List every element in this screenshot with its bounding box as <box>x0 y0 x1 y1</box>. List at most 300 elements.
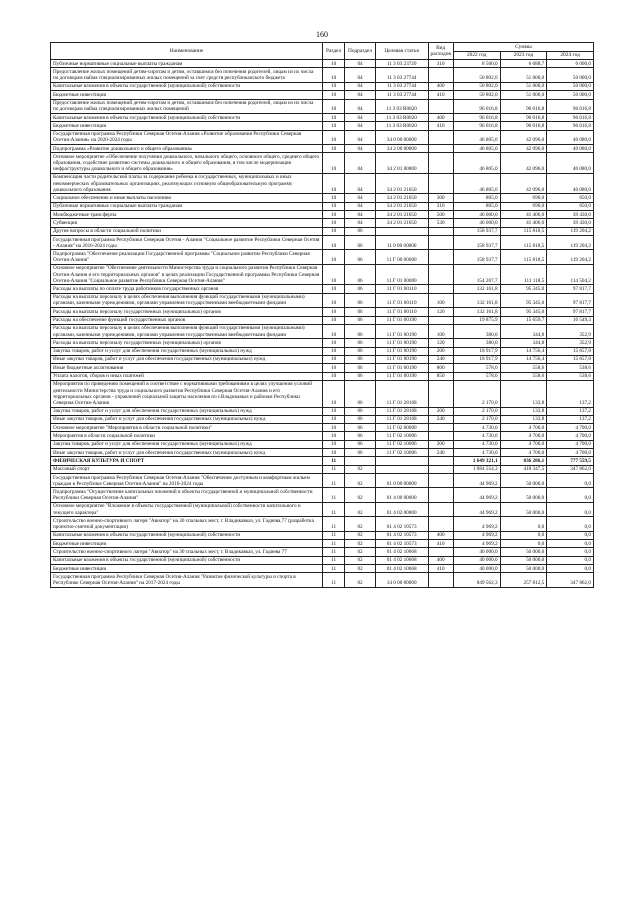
cell-year-3: 97 817,7 <box>547 293 594 307</box>
cell-article: 11 Г 01 28168 <box>375 380 428 407</box>
cell-name: Бюджетные инвестиции <box>51 565 323 573</box>
cell-subsection: 02 <box>345 474 375 488</box>
cell-expense-type <box>428 424 453 432</box>
cell-year-3: 50 000,0 <box>547 68 594 82</box>
cell-year-3: 650,0 <box>547 202 594 210</box>
cell-article: 34 2 01 21650 <box>375 211 428 219</box>
cell-year-1: 805,0 <box>453 202 500 210</box>
cell-article: 11 Г 01 00110 <box>375 293 428 307</box>
table-row <box>51 285 594 293</box>
cell-article: 11 Г 01 00110 <box>375 308 428 316</box>
cell-subsection: 04 <box>345 211 375 219</box>
cell-article: 11 3 03 23720 <box>375 60 428 68</box>
cell-section: 10 <box>322 432 344 440</box>
cell-article: 11 Г 01 00000 <box>375 264 428 285</box>
cell-article: 11 3 03 27744 <box>375 91 428 99</box>
table-row <box>51 211 594 219</box>
cell-name: Предоставление жилых помещений детям-сиротам и детям, оставшимся без попечения родителей, лицам из их числа по договорам найма специализированных жилых помещений <box>51 99 323 113</box>
cell-article: 11 Г 01 00110 <box>375 285 428 293</box>
cell-year-1: 805,0 <box>453 194 500 202</box>
cell-article: 34 2 01 00000 <box>375 153 428 174</box>
cell-name: Расходы на выплаты по оплате труда работников государственных органов <box>51 285 323 293</box>
cell-article <box>375 457 428 465</box>
cell-expense-type: 800 <box>428 364 453 372</box>
cell-expense-type <box>428 457 453 465</box>
cell-expense-type <box>428 99 453 113</box>
cell-name: Подпрограмма «Развитие дошкольного и общего образования» <box>51 145 323 153</box>
cell-name: Государственная программа Республики Северная Осетия-Алания "Обеспечение доступным и комфортным жильем граждан в Республике Северная Осетия-Алания" на 2016-2024 годы <box>51 474 323 488</box>
cell-year-3: 0,0 <box>547 565 594 573</box>
cell-year-2: 4 700,0 <box>500 432 547 440</box>
cell-section: 10 <box>322 339 344 347</box>
table-row <box>51 488 594 502</box>
cell-section: 10 <box>322 372 344 380</box>
table-row <box>51 531 594 539</box>
cell-name: Закупка товаров, работ и услуг для обеспечения государственных (муниципальных) нужд <box>51 407 323 415</box>
cell-subsection: 06 <box>345 236 375 250</box>
cell-name: Расходы на выплаты персоналу в целях обеспечения выполнения функций государственными (муниципальными) органами, казенными учреждениями, органами управления государственными внебюджетными фондами <box>51 293 323 307</box>
cell-year-2: 690,0 <box>500 194 547 202</box>
cell-subsection: 02 <box>345 488 375 502</box>
cell-subsection: 06 <box>345 308 375 316</box>
table-row <box>51 432 594 440</box>
cell-article: 11 3 03 27744 <box>375 82 428 90</box>
cell-article: 11 Г 01 00190 <box>375 316 428 324</box>
cell-name: Основное мероприятие "Вложение в объекты государственной (муниципальной) собственности капитального и текущего характера" <box>51 502 323 516</box>
cell-expense-type: 410 <box>428 122 453 130</box>
cell-year-3: 777 559,5 <box>547 457 594 465</box>
cell-expense-type <box>428 488 453 502</box>
cell-article: 11 Г 01 00190 <box>375 372 428 380</box>
cell-year-2: 41 406,0 <box>500 211 547 219</box>
cell-name: Капитальные вложения в объекты государственной (муниципальной) собственности <box>51 113 323 121</box>
cell-subsection: 06 <box>345 372 375 380</box>
cell-year-1: 158 937,7 <box>453 236 500 250</box>
cell-name: ФИЗИЧЕСКАЯ КУЛЬТУРА И СПОРТ <box>51 457 323 465</box>
cell-year-1: 44 969,2 <box>453 502 500 516</box>
cell-section: 10 <box>322 308 344 316</box>
cell-article: 01 4 00 00000 <box>375 488 428 502</box>
cell-expense-type <box>428 548 453 556</box>
cell-section: 10 <box>322 202 344 210</box>
cell-subsection: 06 <box>345 407 375 415</box>
cell-name: Государственная программа Республики Северная Осетия-Алания "Развитие физической культуры и спорта в Республике Северная Осетия-Алания" на 2017-2024 годы <box>51 573 323 587</box>
cell-section: 10 <box>322 145 344 153</box>
cell-expense-type: 200 <box>428 347 453 355</box>
cell-year-2: 257 812,5 <box>500 573 547 587</box>
cell-name: Предоставление жилых помещений детям-сиротам и детям, оставшимся без попечения родителей, лицам из их числа по договорам найма специализированных жилых помещений за счет средств республиканского бюджета <box>51 68 323 82</box>
header-sums: Суммы <box>453 43 593 52</box>
table-row <box>51 145 594 153</box>
cell-subsection: 02 <box>345 573 375 587</box>
cell-year-3: 50 000,0 <box>547 82 594 90</box>
cell-year-1: 96 016,8 <box>453 113 500 121</box>
cell-article: 11 3 03 R0820 <box>375 122 428 130</box>
cell-section: 11 <box>322 474 344 488</box>
cell-subsection: 04 <box>345 130 375 144</box>
cell-section: 10 <box>322 60 344 68</box>
cell-year-1: 1 649 321,1 <box>453 457 500 465</box>
cell-year-2: 0,0 <box>500 531 547 539</box>
cell-year-3: 97 817,7 <box>547 308 594 316</box>
cell-year-3: 650,0 <box>547 194 594 202</box>
cell-name: Основное мероприятие «Обеспечение получения дошкольного, начального общего, основного общего, среднего общего образования, содействие развитию системы дошкольного и общего образования, в том числе модернизация инфраструктуры дошкольного и общего образования» <box>51 153 323 174</box>
cell-year-2: 344,8 <box>500 324 547 338</box>
cell-expense-type <box>428 173 453 194</box>
cell-year-3: 40 080,0 <box>547 145 594 153</box>
cell-subsection: 04 <box>345 91 375 99</box>
cell-name: Субвенции <box>51 219 323 227</box>
cell-section: 11 <box>322 548 344 556</box>
cell-year-2: 115 818,5 <box>500 250 547 264</box>
cell-expense-type: 100 <box>428 324 453 338</box>
cell-section: 10 <box>322 173 344 194</box>
cell-section: 10 <box>322 355 344 363</box>
cell-name: Расходы на выплаты персоналу государственных (муниципальных) органов <box>51 339 323 347</box>
cell-year-1: 4 969,2 <box>453 540 500 548</box>
cell-year-1: 4 730,0 <box>453 440 500 448</box>
cell-year-2: 42 096,0 <box>500 130 547 144</box>
cell-year-3: 96 016,8 <box>547 122 594 130</box>
cell-section: 10 <box>322 227 344 235</box>
table-row <box>51 227 594 235</box>
cell-expense-type: 240 <box>428 355 453 363</box>
cell-name: Строительство военно-спортивного лагеря "Авиатор" на 30 спальных мест, г. Владикавказ, ул. Гадиева 77 <box>51 548 323 556</box>
cell-year-1: 46 805,0 <box>453 145 500 153</box>
cell-name: Другие вопросы в области социальной политики <box>51 227 323 235</box>
budget-table <box>50 42 594 588</box>
cell-year-2: 15 659,7 <box>500 316 547 324</box>
cell-expense-type: 500 <box>428 211 453 219</box>
cell-article: 11 Г 00 00000 <box>375 250 428 264</box>
cell-expense-type: 200 <box>428 440 453 448</box>
cell-year-3: 0,0 <box>547 540 594 548</box>
table-row <box>51 565 594 573</box>
cell-name: Массовый спорт <box>51 465 323 473</box>
cell-name: Бюджетные инвестиции <box>51 122 323 130</box>
table-row <box>51 153 594 174</box>
cell-year-2: 133,8 <box>500 415 547 423</box>
cell-year-1: 96 016,8 <box>453 99 500 113</box>
cell-year-1: 2 170,0 <box>453 407 500 415</box>
cell-year-3: 119 204,2 <box>547 250 594 264</box>
cell-subsection: 02 <box>345 548 375 556</box>
cell-year-1: 46 000,0 <box>453 211 500 219</box>
cell-year-1: 44 969,2 <box>453 474 500 488</box>
cell-expense-type <box>428 236 453 250</box>
cell-subsection: 04 <box>345 113 375 121</box>
cell-expense-type <box>428 153 453 174</box>
cell-year-2: 14 756,4 <box>500 355 547 363</box>
cell-year-2: 836 286,1 <box>500 457 547 465</box>
cell-year-3: 352,9 <box>547 324 594 338</box>
cell-year-3: 15 657,8 <box>547 347 594 355</box>
cell-expense-type: 410 <box>428 540 453 548</box>
cell-year-3: 114 504,2 <box>547 264 594 285</box>
cell-year-3: 347 862,0 <box>547 573 594 587</box>
cell-year-1: 132 161,8 <box>453 285 500 293</box>
cell-year-3: 40 080,0 <box>547 130 594 144</box>
cell-name: Подпрограмма "Осуществление капитальных вложений в объекты государственной и муниципальной собственности Республики Северная Осетия-Алания" <box>51 488 323 502</box>
header-name: Наименование <box>51 43 323 60</box>
cell-article: 34 2 01 21650 <box>375 202 428 210</box>
cell-article: 11 0 00 00000 <box>375 236 428 250</box>
cell-subsection: 04 <box>345 99 375 113</box>
cell-subsection: 02 <box>345 517 375 531</box>
cell-name: Межбюджетные трансферты <box>51 211 323 219</box>
cell-year-1: 50 802,0 <box>453 68 500 82</box>
cell-year-2: 95 345,0 <box>500 293 547 307</box>
cell-subsection: 06 <box>345 355 375 363</box>
cell-year-2: 96 016,8 <box>500 122 547 130</box>
cell-expense-type <box>428 130 453 144</box>
cell-name: Иные закупки товаров, работ и услуг для обеспечения государственных (муниципальных) нужд <box>51 449 323 457</box>
cell-year-1: 158 937,7 <box>453 227 500 235</box>
cell-year-1: 18 917,9 <box>453 347 500 355</box>
cell-section: 10 <box>322 316 344 324</box>
cell-subsection: 04 <box>345 202 375 210</box>
cell-year-2: 42 096,0 <box>500 145 547 153</box>
cell-expense-type: 400 <box>428 531 453 539</box>
cell-expense-type: 240 <box>428 415 453 423</box>
cell-section: 10 <box>322 219 344 227</box>
table-row <box>51 122 594 130</box>
cell-name: Строительство военно-спортивного лагеря "Авиатор" на 30 спальных мест, г. Владикавказ, ул. Гадиева,77 (разработка проектно-сметной документации) <box>51 517 323 531</box>
cell-year-2: 4 700,0 <box>500 424 547 432</box>
cell-article: 01 4 02 10573 <box>375 540 428 548</box>
cell-expense-type <box>428 474 453 488</box>
cell-year-1: 2 170,0 <box>453 415 500 423</box>
cell-section: 11 <box>322 556 344 564</box>
cell-year-1: 578,0 <box>453 364 500 372</box>
cell-year-2: 4 700,0 <box>500 440 547 448</box>
cell-article: 01 4 02 10668 <box>375 565 428 573</box>
cell-article: 11 3 03 R0820 <box>375 99 428 113</box>
table-header <box>51 43 594 60</box>
cell-year-3: 39 430,0 <box>547 219 594 227</box>
table-row <box>51 364 594 372</box>
cell-year-3: 0,0 <box>547 488 594 502</box>
cell-expense-type <box>428 517 453 531</box>
table-row <box>51 91 594 99</box>
cell-year-2: 4 700,0 <box>500 449 547 457</box>
cell-year-2: 133,8 <box>500 407 547 415</box>
table-row <box>51 449 594 457</box>
cell-subsection: 04 <box>345 194 375 202</box>
cell-section: 10 <box>322 440 344 448</box>
cell-year-3: 40 080,0 <box>547 153 594 174</box>
cell-article: 11 Г 02 10006 <box>375 449 428 457</box>
cell-name: Расходы на выплаты персоналу в целях обеспечения выполнения функций государственными (муниципальными) органами, казенными учреждениями, органами управления государственными внебюджетными фондами <box>51 324 323 338</box>
cell-year-1: 40 000,0 <box>453 565 500 573</box>
cell-year-2: 558,6 <box>500 372 547 380</box>
cell-name: Государственная программа Республики Северная Осетия - Алания "Социальное развитие Республики Северная Осетия - Алания" на 2016-2024 годы <box>51 236 323 250</box>
cell-section: 10 <box>322 194 344 202</box>
cell-year-2: 0,0 <box>500 517 547 531</box>
cell-year-2: 50 000,0 <box>500 502 547 516</box>
cell-year-3: 40 080,0 <box>547 173 594 194</box>
cell-article: 11 Г 01 00190 <box>375 364 428 372</box>
cell-subsection: 06 <box>345 449 375 457</box>
cell-year-2: 96 016,8 <box>500 113 547 121</box>
cell-year-1: 4 969,2 <box>453 517 500 531</box>
cell-article: 11 Г 01 28168 <box>375 407 428 415</box>
cell-section: 10 <box>322 380 344 407</box>
table-row <box>51 355 594 363</box>
table-row <box>51 130 594 144</box>
cell-section: 10 <box>322 324 344 338</box>
cell-section: 10 <box>322 236 344 250</box>
cell-article: 01 4 02 10573 <box>375 531 428 539</box>
table-row <box>51 293 594 307</box>
cell-subsection: 02 <box>345 531 375 539</box>
cell-year-1: 50 802,0 <box>453 91 500 99</box>
cell-expense-type <box>428 285 453 293</box>
cell-year-1: 1 084 554,3 <box>453 465 500 473</box>
header-section: Раздел <box>322 43 344 60</box>
cell-year-2: 95 345,0 <box>500 285 547 293</box>
cell-name: Публичные нормативные социальные выплаты гражданам <box>51 60 323 68</box>
cell-year-1: 578,0 <box>453 372 500 380</box>
cell-year-2: 115 818,5 <box>500 236 547 250</box>
cell-section: 11 <box>322 573 344 587</box>
cell-name: Бюджетные инвестиции <box>51 91 323 99</box>
cell-year-1: 50 802,0 <box>453 82 500 90</box>
cell-year-1: 849 562,3 <box>453 573 500 587</box>
cell-article: 11 Г 02 10006 <box>375 432 428 440</box>
cell-article: 11 Г 01 00190 <box>375 324 428 338</box>
cell-subsection: 06 <box>345 227 375 235</box>
cell-year-3: 119 204,2 <box>547 227 594 235</box>
cell-year-1: 46 805,0 <box>453 130 500 144</box>
cell-subsection: 02 <box>345 556 375 564</box>
cell-year-1: 4 969,2 <box>453 531 500 539</box>
cell-section: 10 <box>322 449 344 457</box>
cell-year-3: 6 000,0 <box>547 60 594 68</box>
cell-section: 10 <box>322 130 344 144</box>
cell-year-3: 15 657,8 <box>547 355 594 363</box>
cell-subsection: 06 <box>345 440 375 448</box>
cell-year-2: 558,6 <box>500 364 547 372</box>
header-year-3: 2024 год <box>547 51 594 60</box>
table-row <box>51 548 594 556</box>
table-row <box>51 407 594 415</box>
cell-year-3: 50 000,0 <box>547 91 594 99</box>
cell-year-2: 133,8 <box>500 380 547 407</box>
cell-year-3: 96 016,8 <box>547 113 594 121</box>
cell-year-3: 16 549,3 <box>547 316 594 324</box>
cell-article: 11 3 03 27744 <box>375 68 428 82</box>
cell-article: 01 4 02 10668 <box>375 556 428 564</box>
cell-expense-type: 240 <box>428 449 453 457</box>
header-subsection: Подраздел <box>345 43 375 60</box>
table-row <box>51 264 594 285</box>
cell-subsection: 04 <box>345 153 375 174</box>
table-row <box>51 113 594 121</box>
cell-expense-type: 530 <box>428 219 453 227</box>
cell-expense-type: 310 <box>428 60 453 68</box>
cell-year-1: 40 000,0 <box>453 556 500 564</box>
cell-expense-type <box>428 227 453 235</box>
cell-section: 10 <box>322 91 344 99</box>
cell-expense-type: 200 <box>428 407 453 415</box>
cell-expense-type <box>428 145 453 153</box>
cell-subsection: 02 <box>345 540 375 548</box>
cell-year-3: 347 862,0 <box>547 465 594 473</box>
cell-name: Закупка товаров, работ и услуг для обеспечения государственных (муниципальных) нужд <box>51 347 323 355</box>
cell-year-2: 42 096,0 <box>500 173 547 194</box>
cell-year-2: 344,8 <box>500 339 547 347</box>
cell-year-1: 158 937,7 <box>453 250 500 264</box>
cell-article <box>375 465 428 473</box>
cell-year-1: 132 161,8 <box>453 308 500 316</box>
cell-name: Иные бюджетные ассигнования <box>51 364 323 372</box>
table-row <box>51 68 594 82</box>
cell-name: Основное мероприятие "Мероприятия в области социальной политики" <box>51 424 323 432</box>
cell-year-2: 50 000,0 <box>500 488 547 502</box>
table-row <box>51 316 594 324</box>
cell-name: Мероприятия по приведению помещений в соответствие с нормативными требованиями в целях улучшения условий деятельности Министерства труда и социального развития Республики Северная Осетия-Алания и его территориальных органов - управлений социальной защиты населения по г.Владикавказ и районам Республики Северная Осетия-Алания <box>51 380 323 407</box>
cell-subsection: 06 <box>345 339 375 347</box>
cell-subsection: 06 <box>345 250 375 264</box>
cell-year-2: 42 096,0 <box>500 153 547 174</box>
header-year-1: 2022 год <box>453 51 500 60</box>
cell-section: 10 <box>322 250 344 264</box>
cell-expense-type: 400 <box>428 113 453 121</box>
cell-expense-type: 120 <box>428 308 453 316</box>
table-row <box>51 540 594 548</box>
cell-name: Иные закупки товаров, работ и услуг для обеспечения государственных (муниципальных) нужд <box>51 415 323 423</box>
cell-subsection: 06 <box>345 347 375 355</box>
cell-name: Расходы на выплаты персоналу государственных (муниципальных) органов <box>51 308 323 316</box>
cell-year-1: 18 917,9 <box>453 355 500 363</box>
cell-name: Мероприятия в области социальной политики <box>51 432 323 440</box>
cell-year-1: 46 805,0 <box>453 153 500 174</box>
header-article: Целевая статья <box>375 43 428 60</box>
table-row <box>51 250 594 264</box>
table-row <box>51 339 594 347</box>
cell-section: 10 <box>322 285 344 293</box>
cell-article: 11 Г 02 10006 <box>375 440 428 448</box>
cell-subsection: 06 <box>345 364 375 372</box>
cell-article: 01 4 02 10668 <box>375 548 428 556</box>
cell-section: 10 <box>322 211 344 219</box>
table-row <box>51 324 594 338</box>
cell-section: 10 <box>322 424 344 432</box>
cell-section: 10 <box>322 264 344 285</box>
cell-year-3: 96 016,8 <box>547 99 594 113</box>
cell-expense-type <box>428 573 453 587</box>
cell-article: 11 Г 01 00190 <box>375 347 428 355</box>
table-row <box>51 440 594 448</box>
cell-year-3: 4 700,0 <box>547 424 594 432</box>
cell-subsection <box>345 457 375 465</box>
cell-section: 10 <box>322 407 344 415</box>
cell-name: Расходы на обеспечение функций государственных органов <box>51 316 323 324</box>
table-row <box>51 573 594 587</box>
table-row <box>51 415 594 423</box>
cell-year-1: 4 730,0 <box>453 424 500 432</box>
cell-article: 11 3 03 R0820 <box>375 113 428 121</box>
cell-name: Социальное обеспечение и иные выплаты населению <box>51 194 323 202</box>
cell-year-2: 50 000,0 <box>500 548 547 556</box>
cell-subsection: 06 <box>345 316 375 324</box>
cell-article: 11 Г 01 00190 <box>375 339 428 347</box>
cell-year-2: 14 756,4 <box>500 347 547 355</box>
cell-expense-type <box>428 264 453 285</box>
cell-subsection: 04 <box>345 219 375 227</box>
table-row <box>51 424 594 432</box>
